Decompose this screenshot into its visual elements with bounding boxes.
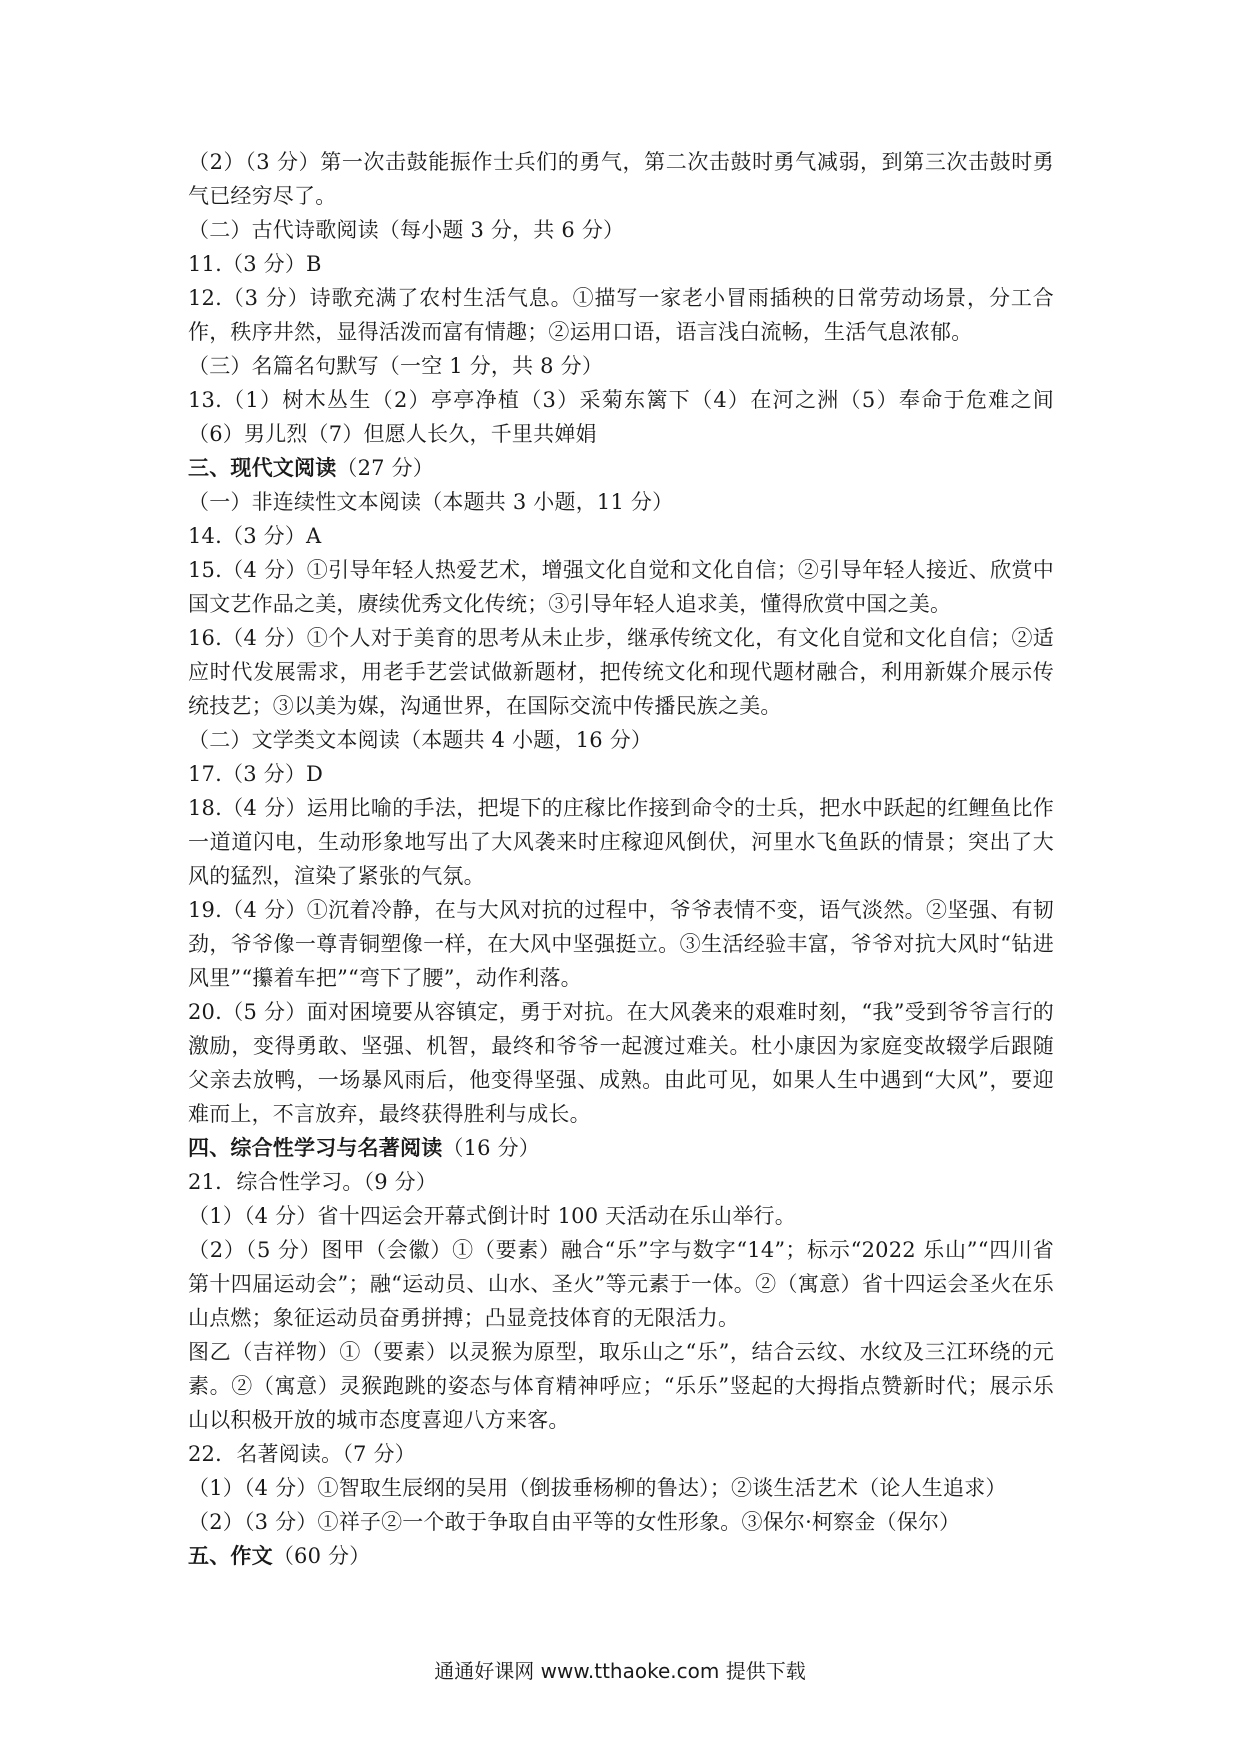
section-3-heading [188,451,1054,485]
answer-21-2-mascot: 图乙（吉祥物）①（要素）以灵猴为原型，取乐山之“乐”，结合云纹、水纹及三江环绕的元素。②（寓意）灵猴跑跳的姿态与体育精神呼应；“乐乐”竖起的大拇指点赞新时代；展示乐山以积极开放的城市态度喜迎八方来客。 [188,1340,1054,1432]
subsection-famous-quotes: （三）名篇名句默写（一空 1 分，共 8 分） [188,354,604,378]
subsection-literary-text: （二）文学类文本阅读（本题共 4 小题，16 分） [188,728,653,752]
answer-20: 20.（5 分）面对困境要从容镇定，勇于对抗。在大风袭来的艰难时刻，“我”受到爷爷言行的激励，变得勇敢、坚强、机智，最终和爷爷一起渡过难关。杜小康因为家庭变故辍学后跟随父亲去放鸭，一场暴风雨后，他变得坚强、成熟。由此可见，如果人生中遇到“大风”，要迎难而上，不言放弃，最终获得胜利与成长。 [188,1000,1054,1126]
answer-content [188,145,1054,1573]
section-5-score: （60 分） [272,1544,371,1568]
section-4-title: 四、综合性学习与名著阅读 [188,1136,443,1160]
subsection-ancient-poetry: （二）古代诗歌阅读（每小题 3 分，共 6 分） [188,218,625,242]
answer-19: 19.（4 分）①沉着冷静，在与大风对抗的过程中，爷爷表情不变，语气淡然。②坚强、有韧劲，爷爷像一尊青铜塑像一样，在大风中坚强挺立。③生活经验丰富，爷爷对抗大风时“钻进风里”“攥着车把”“弯下了腰”，动作利落。 [188,898,1054,990]
answer-15: 15.（4 分）①引导年轻人热爱艺术，增强文化自觉和文化自信；②引导年轻人接近、欣赏中国文艺作品之美，赓续优秀文化传统；③引导年轻人追求美，懂得欣赏中国之美。 [188,558,1054,616]
answer-17: 17.（3 分）D [188,762,324,786]
section-4-score: （16 分） [442,1136,541,1160]
answer-10-2: （2）（3 分）第一次击鼓能振作士兵们的勇气，第二次击鼓时勇气减弱，到第三次击鼓时勇气已经穷尽了。 [188,150,1054,208]
answer-16: 16.（4 分）①个人对于美育的思考从未止步，继承传统文化，有文化自觉和文化自信；②适应时代发展需求，用老手艺尝试做新题材，把传统文化和现代题材融合，利用新媒介展示传统技艺；③以美为媒，沟通世界，在国际交流中传播民族之美。 [188,626,1054,718]
answer-21-1: （1）（4 分）省十四运会开幕式倒计时 100 天活动在乐山举行。 [188,1204,796,1228]
answer-18: 18.（4 分）运用比喻的手法，把堤下的庄稼比作接到命令的士兵，把水中跃起的红鲤鱼比作一道道闪电，生动形象地写出了大风袭来时庄稼迎风倒伏，河里水飞鱼跃的情景；突出了大风的猛烈，渲染了紧张的气氛。 [188,796,1054,888]
answer-21: 21．综合性学习。（9 分） [188,1170,438,1194]
answer-14: 14.（3 分）A [188,524,322,548]
answer-12: 12.（3 分）诗歌充满了农村生活气息。①描写一家老小冒雨插秧的日常劳动场景，分工合作，秩序井然，显得活泼而富有情趣；②运用口语，语言浅白流畅，生活气息浓郁。 [188,286,1054,344]
answer-21-2: （2）（5 分）图甲（会徽）①（要素）融合“乐”字与数字“14”；标示“2022 乐山”“四川省第十四届运动会”；融“运动员、山水、圣火”等元素于一体。②（寓意）省十四运会圣火在乐山点燃；象征运动员奋勇拼搏；凸显竞技体育的无限活力。 [188,1238,1054,1330]
answer-22-1: （1）（4 分）①智取生辰纲的吴用（倒拔垂杨柳的鲁达）；②谈生活艺术（论人生追求） [188,1476,1007,1500]
section-4-heading [188,1131,1054,1165]
section-3-score: （27 分） [336,456,435,480]
answer-22-2: （2）（3 分）①祥子②一个敢于争取自由平等的女性形象。③保尔·柯察金（保尔） [188,1510,961,1534]
subsection-nonlinear-text: （一）非连续性文本阅读（本题共 3 小题，11 分） [188,490,674,514]
section-3-title: 三、现代文阅读 [188,456,337,480]
answer-22: 22．名著阅读。（7 分） [188,1442,416,1466]
section-5-heading [188,1539,1054,1573]
page-footer: 通通好课网 www.tthaoke.com 提供下载 [434,1659,806,1683]
answer-13: 13.（1）树木丛生（2）亭亭净植（3）采菊东篱下（4）在河之洲（5）奉命于危难之间（6）男儿烈（7）但愿人长久，千里共婵娟 [188,388,1054,446]
answer-11: 11.（3 分）B [188,252,322,276]
section-5-title: 五、作文 [188,1544,273,1568]
